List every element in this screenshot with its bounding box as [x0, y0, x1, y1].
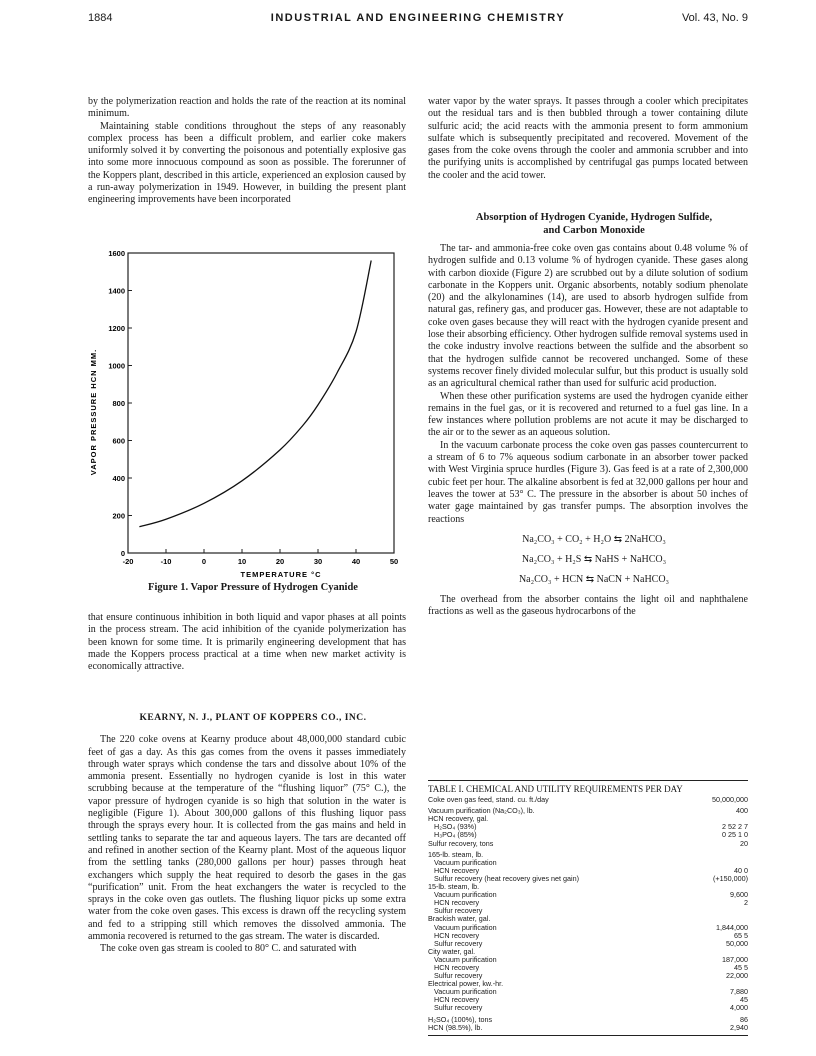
table-row-value: 45 [740, 995, 748, 1005]
table-row-value: 2 52 2 7 [722, 822, 748, 832]
table-row-label: HCN (98.5%), lb. [428, 1022, 483, 1032]
x-tick-label: -10 [160, 557, 172, 566]
table-row-label: HCN recovery [434, 898, 480, 908]
y-tick-label: 1000 [108, 361, 125, 371]
paragraph: The coke oven gas stream is cooled to 80° C. and saturated with [100, 943, 357, 955]
figure-1-chart [88, 245, 408, 580]
section-heading: Absorption of Hydrogen Cyanide, Hydrogen Sulfide, [475, 212, 713, 223]
equation: Na₂CO₃ + CO₂ + H₂O ⇆ 2NaHCO₃ [522, 533, 666, 545]
x-tick-label: 0 [201, 557, 207, 566]
table-row-label: 165-lb. steam, lb. [428, 849, 484, 859]
y-tick-label: 0 [120, 549, 125, 558]
table-row-value: 2,940 [730, 1022, 748, 1032]
table-row [428, 796, 748, 804]
table-row-label: Sulfur recovery [434, 971, 483, 981]
table-1 [428, 780, 748, 1036]
y-tick-label: 400 [112, 474, 125, 483]
table-row-value: 0 25 1 0 [722, 830, 748, 840]
table-row-value: 22,000 [726, 971, 748, 981]
table-row-value: 50,000,000 [712, 795, 748, 805]
y-tick-label: 600 [112, 436, 125, 446]
table-bottom-rule [428, 1035, 748, 1036]
paragraph: by the polymerization reaction and holds the rate of the reaction at its nominal minimum. [88, 96, 406, 120]
table-row-label: Vacuum purification (Na₂CO₃), lb. [428, 806, 535, 816]
table-row-value: 187,000 [722, 954, 748, 964]
table-row-label: Sulfur recovery (heat recovery gives net gain) [434, 873, 580, 883]
paragraph: The overhead from the absorber contains the light oil and naphthalene fractions as well as the gaseous hydrocarbons of the [428, 593, 748, 618]
table-row-label: Vacuum purification [434, 890, 497, 900]
y-tick-label: 200 [112, 511, 125, 521]
series-line [139, 261, 371, 527]
table-row-value: 400 [736, 806, 748, 816]
y-tick-label: 1400 [108, 286, 125, 296]
table-row-value: 2 [744, 898, 748, 908]
table-row-label: 15-lb. steam, lb. [428, 882, 480, 892]
table-row-label: Vacuum purification [434, 987, 497, 997]
table-row-label: HCN recovery [434, 930, 480, 940]
table-row-label: Vacuum purification [434, 954, 497, 964]
x-tick-label: 50 [389, 557, 399, 566]
section-absorption [428, 212, 748, 618]
paragraph: water vapor by the water sprays. It passes through a cooler which precipitates out the residual tars and is then bubbled through a tower containing dilute sulfuric acid; the acid reacts with the ammonia present to form ammonium sulfate which is subsequently precipitated and recovered. Movement of the gases from the coke ovens through the cooler and ammonia scrubber and into the purifying units is accomplished by centrifugal gas pumps located between the cooler and the acid tower. [428, 96, 748, 181]
table-row-label: Vacuum purification [434, 857, 497, 867]
table-row [428, 1004, 748, 1012]
paragraph: The 220 coke ovens at Kearny produce about 48,000,000 standard cubic feet of gas a day. As this gas comes from the ovens it passes immediately through water sprays which condense the tars and dissolve about 10% of the ammonia present. Essentially no hydrogen cyanide is lost in this water scrubbing because at the temperature of the “flushing liquor” (75° C.), the vapor pressure of hydrogen cyanide is so high that solution in the water is negligible (Figure 1). About 300,000 gallons of this flushing liquor pass through the sprays every hour. It is collected from the gas mains and held in settling tanks to separate the tar and aqueous layers. The tars are decanted off and refined in another section of the Kearny plant. Most of the aqueous liquor from the settling tanks (280,000 gallons per hour) passes through heat exchangers which supply the heat required to desorb the gases in the gas “purification” unit. From the heat exchangers the water is recycled to the sprays in the coke oven gas outlets. The flushing liquor picks up some extra water from the coke oven gases. This excess is drawn off the recycling system and fed to a stripping still which removes the dissolved ammonia. The ammonia recovered is returned to the gas stream. The water is discarded. [88, 734, 406, 943]
table-row-label: Sulfur recovery [434, 938, 483, 948]
table-row-value: 4,000 [730, 1003, 748, 1013]
table-row [428, 815, 748, 823]
table-row [428, 1024, 748, 1032]
paragraph: The tar- and ammonia-free coke oven gas contains about 0.48 volume % of hydrogen sulfide and 0.13 volume % of hydrogen cyanide. These gases along with carbon dioxide (Figure 2) are scrubbed out by a dilute solution of sodium carbonate in the Koppers unit. Organic absorbents, notably sodium phenolate (20) and the alkylonamines (14), are used to absorb hydrogen sulfide from natural gas, refinery gas, and producer gas. However, these are not adaptable to coke oven gases because they will react with the hydrogen cyanide present and lose their absorbing efficiency. Other hydrogen sulfide removal systems used in the coke industry involve reactions between the sulfide and the absorbent so that the hydrogen sulfide cannot be recovered unchanged. Some of these systems recover finely divided molecular sulfur, but this product is usually sold as an agricultural chemical rather than used for sulfuric acid production. [428, 243, 748, 390]
paragraph: Maintaining stable conditions throughout the steps of any reasonably complex process has been a difficult problem, and earlier coke makers uniformly solved it by converting the poisonous and potentially explosive gas into some more innocuous compound as soon as possible. The forerunner of the Koppers plant, described in this article, experienced an explosion caused by a run-away polymerization in 1949. However, in building the present plant engineering improvements have been incorporated [88, 120, 406, 206]
table-row-value: 65 5 [734, 930, 748, 940]
section-kearny [88, 712, 406, 956]
y-tick-label: 800 [112, 399, 125, 408]
table-row-label: Sulfur recovery [434, 906, 483, 916]
table-row-label: Sulfur recovery, tons [428, 838, 494, 848]
table-row [428, 840, 748, 848]
table-row-value: 40 0 [734, 865, 748, 875]
equation: Na₂CO₃ + H₂S ⇆ NaHS + NaHCO₃ [521, 553, 667, 565]
table-row-value: 86 [740, 1014, 748, 1024]
section-heading-line2: and Carbon Monoxide [543, 224, 645, 236]
journal-title: INDUSTRIAL AND ENGINEERING CHEMISTRY [270, 12, 566, 24]
x-tick-label: 30 [313, 557, 323, 566]
plot-frame [128, 253, 394, 553]
table-row-label: H₂SO₄ (93%) [434, 822, 477, 832]
table-row-label: HCN recovery [434, 995, 480, 1005]
x-tick-label: -20 [122, 557, 134, 566]
table-row-value: (+150,000) [713, 873, 748, 883]
paragraph: In the vacuum carbonate process the coke oven gas passes countercurrent to a stream of 6 to 7% aqueous sodium carbonate in an absorber tower packed with West Virginia spruce hurdles (Figure 3). Gas feed is at a rate of 2,300,000 cubic feet per hour. The alkaline absorbent is fed at 32,000 gallons per hour and leaves the tower at 53° C. The pressure in the absorber is about 50 inches of water gage maintained by gas transfer pumps. The absorption involves the reactions [428, 439, 748, 525]
paragraph: that ensure continuous inhibition in both liquid and vapor phases at all points in the process stream. The acid inhibition of the cyanide polymerization has been known for some time. It is primarily engineering development that has made the Koppers process practical at a time when new market activity is economically attractive. [88, 612, 406, 673]
table-row-label: Brackish water, gal. [428, 914, 491, 924]
x-tick-label: 10 [237, 557, 247, 566]
table-row-value: 7,880 [730, 987, 748, 997]
y-axis-label: VAPOR PRESSURE HCN MM. [89, 348, 98, 476]
left-column-top [88, 96, 406, 207]
table-row-label: Electrical power, kw.-hr. [428, 979, 504, 989]
table-body [428, 796, 748, 1032]
table-row-label: Coke oven gas feed, stand. cu. ft./day [428, 795, 549, 805]
paragraph: When these other purification systems are used the hydrogen cyanide either remains in the fuel gas, or it is recovered and returned to a fuel gas line. In a few instances where pollution problems are not acute it may be discharged to the air or to the sewer as an aqueous solution. [428, 390, 748, 439]
table-row-label: HCN recovery [434, 962, 480, 972]
table-row-label: City water, gal. [428, 946, 476, 956]
x-tick-label: 40 [351, 557, 361, 566]
x-tick-label: 20 [275, 557, 285, 566]
page-number: 1884 [88, 12, 113, 24]
running-header [88, 12, 748, 28]
table-row-label: H₂SO₄ (100%), tons [428, 1014, 493, 1024]
figure-1-caption: Figure 1. Vapor Pressure of Hydrogen Cyanide [148, 582, 358, 593]
volume-issue: Vol. 43, No. 9 [681, 12, 748, 24]
table-row-label: HCN recovery, gal. [428, 814, 489, 824]
section-heading: KEARNY, N. J., PLANT OF KOPPERS CO., INC. [139, 713, 367, 723]
table-row-label: Sulfur recovery [434, 1003, 483, 1013]
table-row-value: 9,600 [730, 890, 748, 900]
y-tick-label: 1600 [108, 249, 125, 258]
equation: Na₂CO₃ + HCN ⇆ NaCN + NaHCO₃ [518, 573, 670, 585]
right-column-top [428, 96, 748, 182]
table-row [428, 940, 748, 948]
y-tick-label: 1200 [108, 324, 125, 333]
table-row-value: 45 5 [734, 962, 748, 972]
table-row-label: HCN recovery [434, 865, 480, 875]
table-row-label: Vacuum purification [434, 922, 497, 932]
table-row-value: 20 [740, 838, 748, 848]
left-column-mid [88, 612, 406, 673]
x-axis-label: TEMPERATURE °C [240, 570, 322, 579]
table-row-value: 50,000 [726, 938, 748, 948]
table-row-label: H₃PO₄ (85%) [434, 830, 477, 840]
table-row-value: 1,844,000 [716, 922, 748, 932]
table-title: TABLE I. CHEMICAL AND UTILITY REQUIREMENTS PER DAY [428, 784, 683, 794]
